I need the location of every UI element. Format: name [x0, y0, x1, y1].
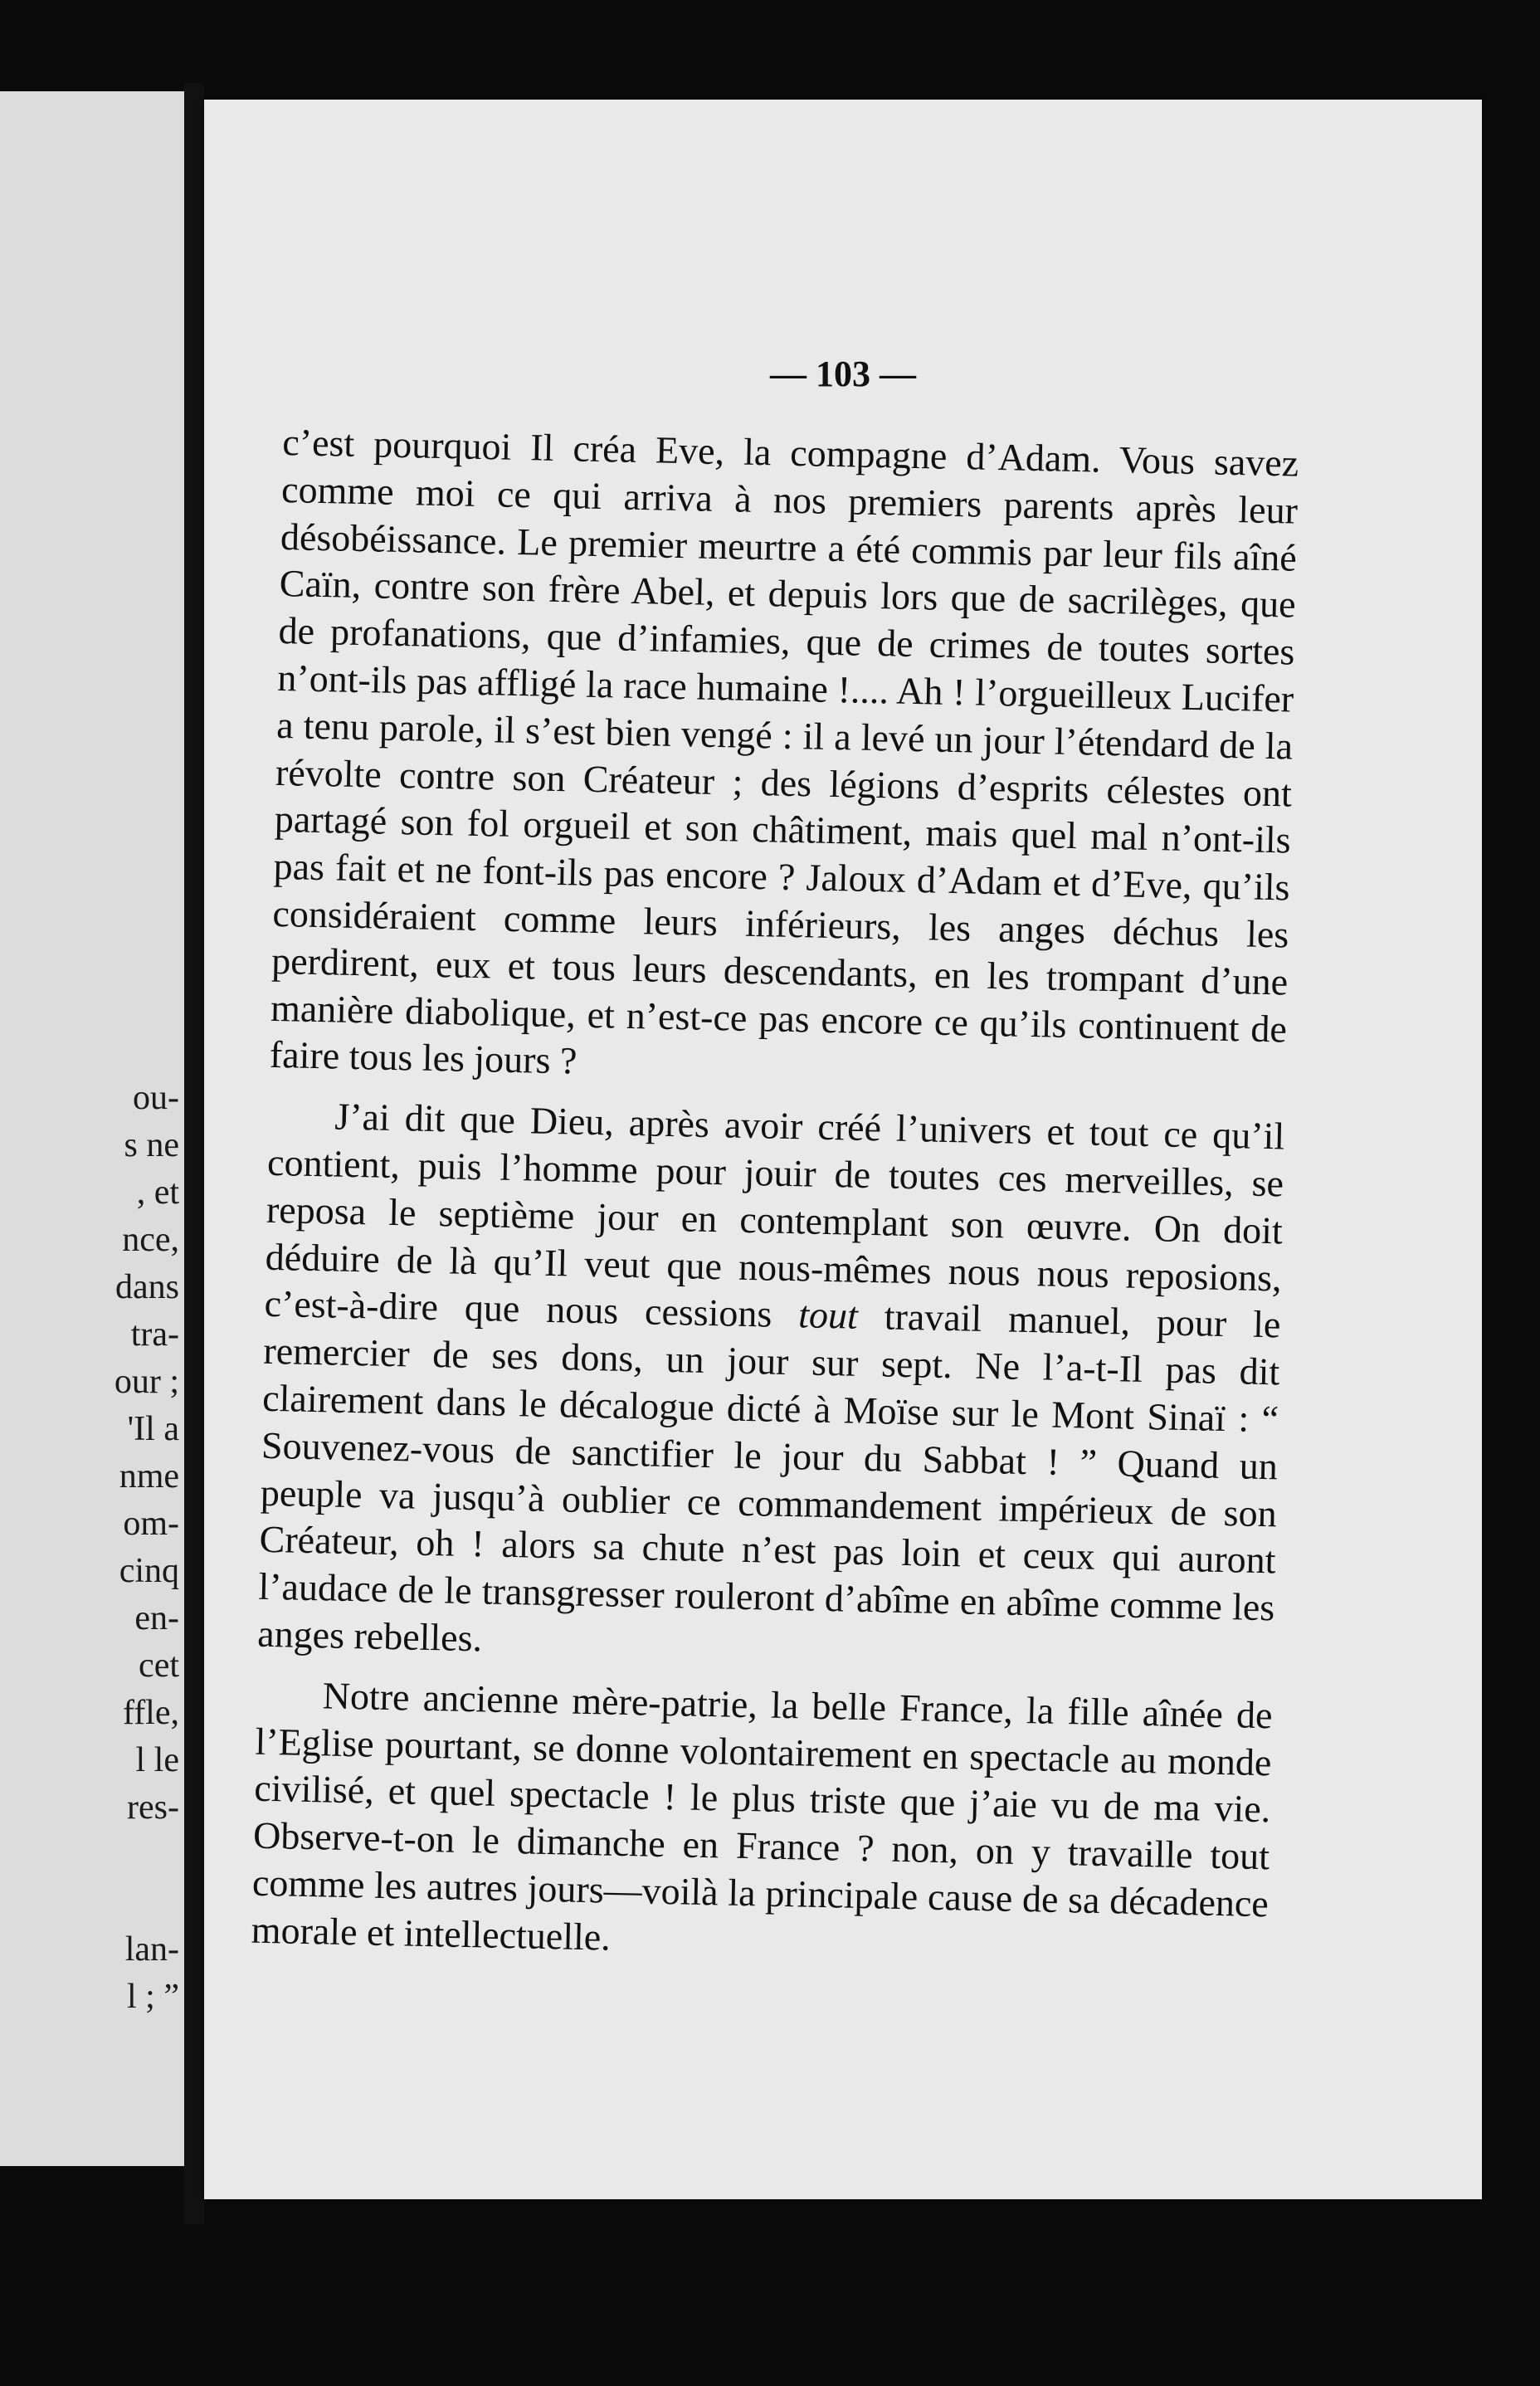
fragment-line-gap	[0, 1832, 191, 1926]
fragment-line: nme	[119, 1457, 179, 1496]
page-number: — 103 —	[770, 354, 916, 394]
fragment-line: , et	[136, 1173, 179, 1212]
paragraph-2-text-end: travail manuel, pour le remercier de ses dons, un jour sur sept. Ne l’a-t-Il pas dit clairement dans le décalogue dicté à Moïse sur le Mont Sinaï : “ Souvenez-vous de sanctifier le jour du Sabbat ! ” Quand un peuple va jusqu’à oublier ce commandement impérieux de son Créateur, oh ! alors sa chute n’est pas loin et ceux qui auront l’audace de le transgresser rouleront d’abîme en abîme comme les anges rebelles.	[256, 1295, 1281, 1660]
emphasis-word: tout	[797, 1293, 859, 1338]
book-gutter	[184, 83, 204, 2224]
paragraph-3	[251, 1671, 1273, 1974]
previous-page-text-fragments	[0, 1075, 191, 2021]
fragment-line: en-	[134, 1599, 179, 1637]
paragraph-2	[257, 1092, 1285, 1679]
fragment-line: l le	[135, 1741, 179, 1779]
fragment-line: our ;	[114, 1363, 179, 1401]
fragment-line: cet	[139, 1647, 179, 1685]
fragment-line: tra-	[130, 1315, 179, 1354]
fragment-line: om-	[123, 1505, 179, 1543]
fragment-line: l ; ”	[127, 1978, 179, 2016]
paragraph-1-text: c’est pourquoi Il créa Eve, la compagne d’Adam. Vous savez comme moi ce qui arriva à nos premiers parents après leur désobéissance. Le premier meurtre a été commis par leur fils aîné Caïn, contre son frère Abel, et depuis lors que de sacrilèges, que de profanations, que d’infamies, que de crimes de toutes sortes n’ont-ils pas affligé la race humaine !.... Ah ! l’orgueilleux Lucifer a tenu parole, il s’est bien vengé : il a levé un jour l’étendard de la révolte contre son Créateur ; des légions d’esprits célestes ont partagé son fol orgueil et son châtiment, mais quel mal n’ont-ils pas fait et ne font-ils pas encore ? Jaloux d’Adam et d’Eve, qu’ils considéraient comme leurs inférieurs, les anges déchus les perdirent, eux et tous leurs descendants, en les trompant d’une manière diabolique, et n’est-ce pas encore ce qu’ils continuent de faire tous les jours ?	[269, 420, 1299, 1082]
paragraph-2-text-start: J’ai dit que Dieu, après avoir créé l’univers et tout ce qu’il contient, puis l’homme pour jouir de toutes ces merveilles, se reposa le septième jour en contemplant son œuvre. On doit déduire de là qu’Il veut que nous-mêmes nous nous reposions, c’est-à-dire que nous cessions	[264, 1095, 1285, 1336]
previous-page-edge	[0, 91, 191, 2166]
book-page	[204, 100, 1482, 2199]
page-body	[251, 419, 1299, 1975]
fragment-line: lan-	[124, 1930, 179, 1969]
fragment-line: ou-	[133, 1079, 179, 1117]
fragment-line: dans	[115, 1268, 179, 1306]
fragment-line: ffle,	[122, 1694, 179, 1732]
fragment-line: cinq	[119, 1552, 179, 1590]
paragraph-3-text: Notre ancienne mère-patrie, la belle France, la fille aînée de l’Eglise pourtant, se donne volontairement en spectacle au monde civilisé, et quel spectacle ! le plus triste que j’aie vu de ma vie. Observe-t-on le dimanche en France ? non, on y travaille tout comme les autres jours—voilà la principale cause de sa décadence morale et intellectuelle.	[251, 1674, 1274, 1959]
paragraph-1	[269, 419, 1299, 1100]
fragment-line: s ne	[124, 1126, 179, 1164]
fragment-line: 'Il a	[127, 1410, 179, 1448]
fragment-line: res-	[127, 1788, 179, 1827]
fragment-line: nce,	[122, 1221, 179, 1259]
